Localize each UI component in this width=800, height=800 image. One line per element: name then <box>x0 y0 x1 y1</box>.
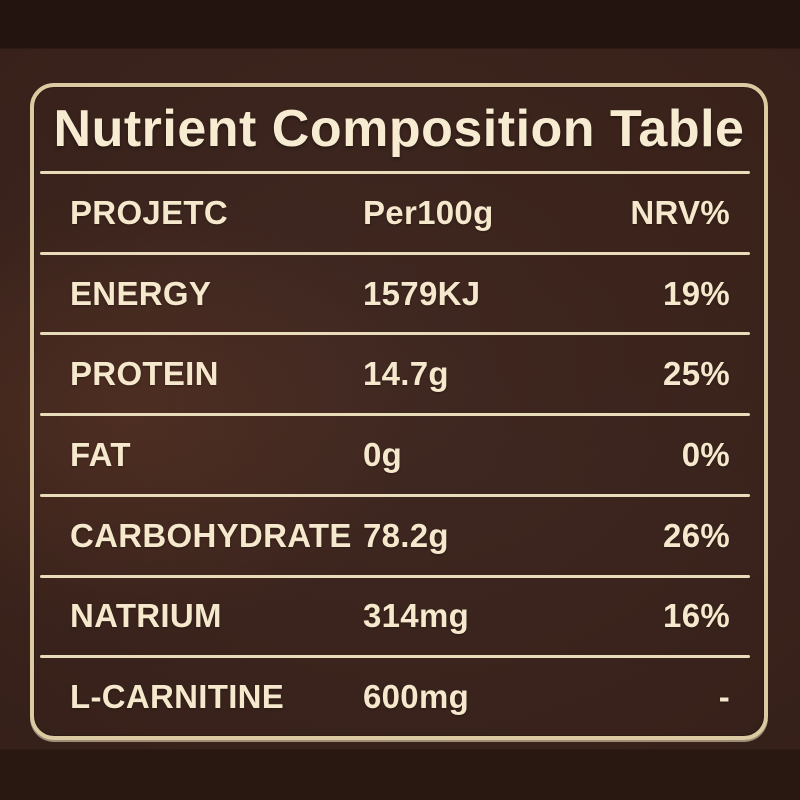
table-row-energy <box>34 255 764 333</box>
row-nrv: 26% <box>663 516 730 554</box>
row-label: CARBOHYDRATE <box>70 516 352 554</box>
header-item-label: PROJETC <box>70 193 228 231</box>
row-amount: 600mg <box>363 678 470 716</box>
nutrition-panel <box>30 83 768 740</box>
row-amount: 0g <box>363 436 403 474</box>
header-nrv-label: NRV% <box>630 193 730 231</box>
row-label: ENERGY <box>70 274 212 312</box>
table-row-protein <box>34 335 764 413</box>
row-label: FAT <box>70 436 131 474</box>
row-nrv: - <box>718 678 730 716</box>
row-nrv: 25% <box>663 355 730 393</box>
row-label: NATRIUM <box>70 597 222 635</box>
table-row-l-carnitine <box>34 658 764 736</box>
row-nrv: 0% <box>681 436 730 474</box>
row-amount: 14.7g <box>363 355 449 393</box>
header-amount-label: Per100g <box>363 193 494 231</box>
row-amount: 314mg <box>363 597 470 635</box>
table-header-row <box>34 174 764 252</box>
row-nrv: 16% <box>663 597 730 635</box>
row-amount: 78.2g <box>363 516 449 554</box>
table-row-carbohydrate <box>34 497 764 575</box>
row-nrv: 19% <box>663 274 730 312</box>
row-label: PROTEIN <box>70 355 219 393</box>
row-label: L-CARNITINE <box>70 678 285 716</box>
table-row-fat <box>34 416 764 494</box>
row-amount: 1579KJ <box>363 274 481 312</box>
nutrition-table <box>34 174 764 736</box>
table-row-natrium <box>34 578 764 656</box>
page-title: Nutrient Composition Table <box>53 100 745 158</box>
